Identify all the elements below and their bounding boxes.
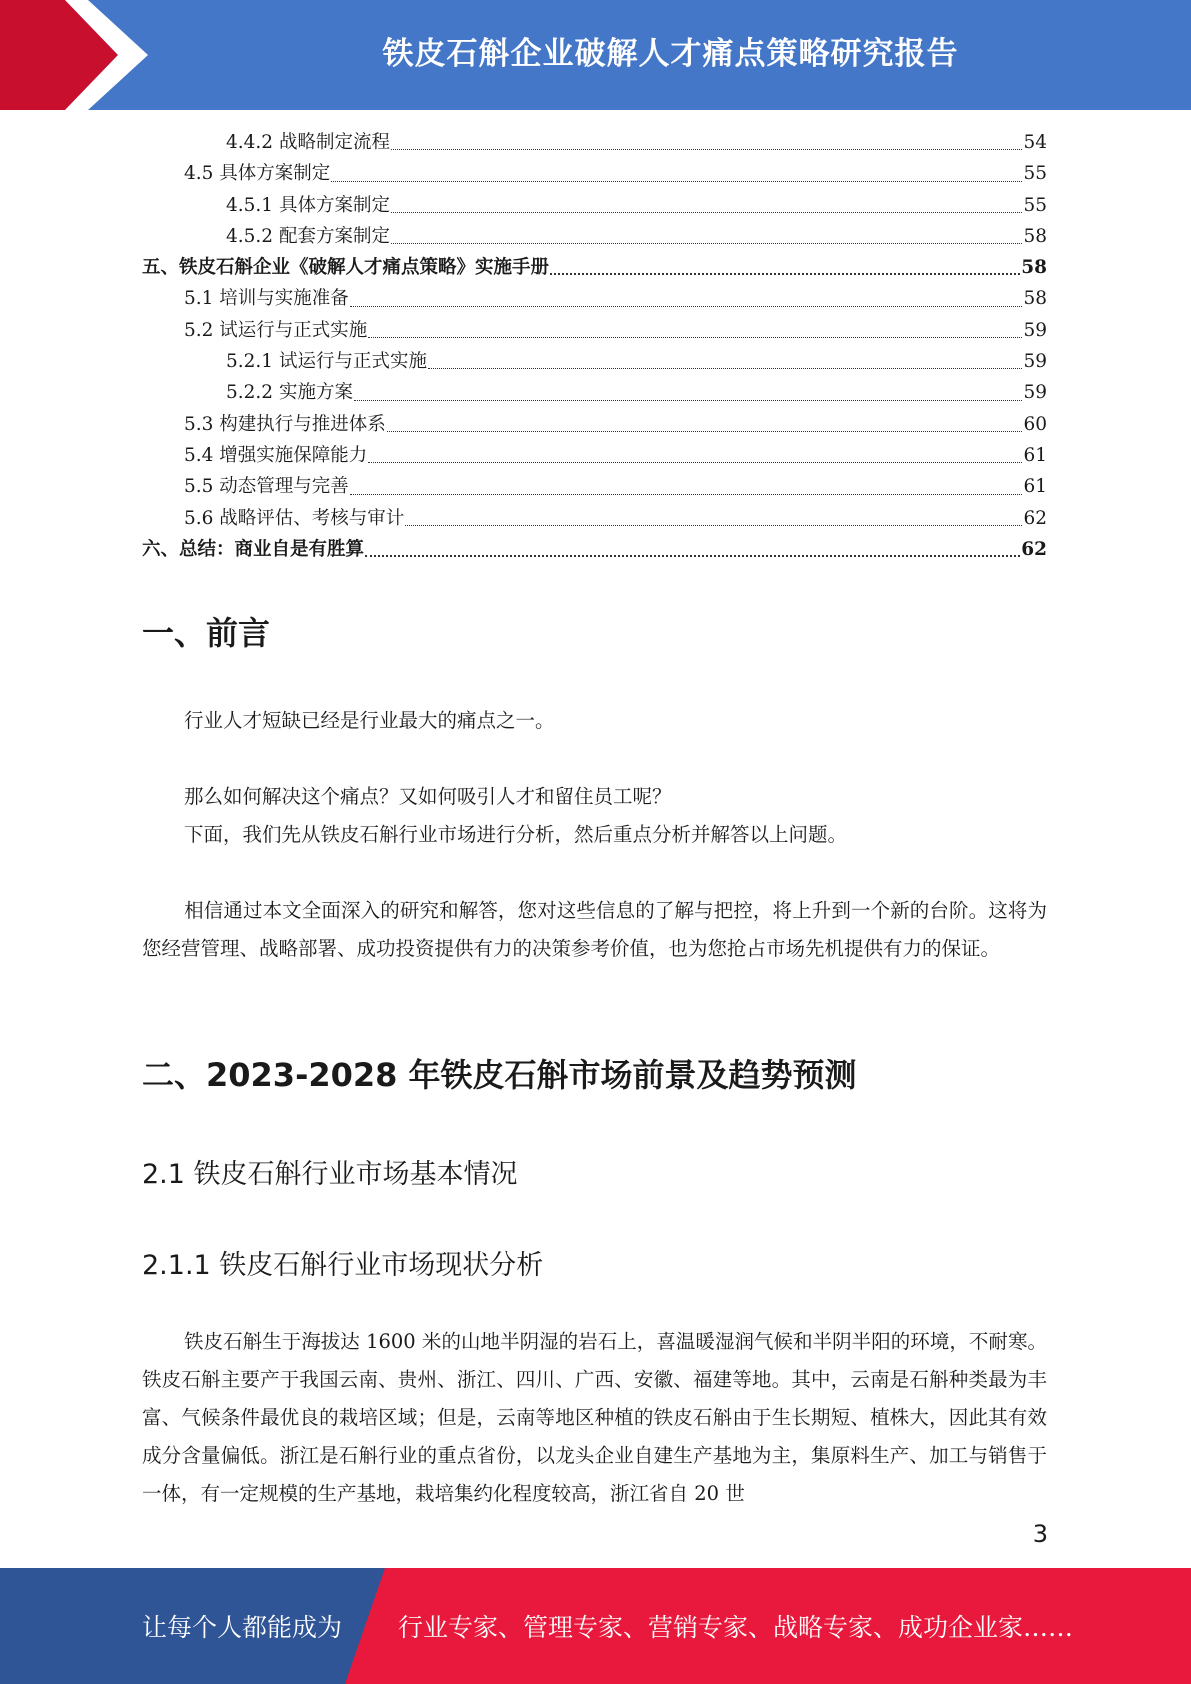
table-of-contents xyxy=(142,127,1047,565)
toc-entry[interactable] xyxy=(142,158,1047,189)
subsection-heading: 2.1.1 铁皮石斛行业市场现状分析 xyxy=(142,1250,544,1281)
toc-entry-page: 59 xyxy=(1023,319,1047,341)
toc-entry-label: 5.1 培训与实施准备 xyxy=(184,288,349,310)
toc-entry[interactable] xyxy=(142,190,1047,221)
toc-leader-dots xyxy=(350,306,1023,307)
paragraph: 行业人才短缺已经是行业最大的痛点之一。 xyxy=(184,709,555,732)
toc-entry-page: 62 xyxy=(1021,538,1047,560)
toc-leader-dots xyxy=(365,555,1020,557)
toc-leader-dots xyxy=(354,400,1023,401)
toc-entry-page: 61 xyxy=(1023,444,1047,466)
paragraph: 下面，我们先从铁皮石斛行业市场进行分析，然后重点分析并解答以上问题。 xyxy=(184,823,848,846)
toc-entry-label: 5.6 战略评估、考核与审计 xyxy=(184,507,405,529)
page-number: 3 xyxy=(1032,1520,1048,1548)
paragraph: 相信通过本文全面深入的研究和解答，您对这些信息的了解与把控，将上升到一个新的台阶。这将为您经营管理、战略部署、成功投资提供有力的决策参考价值，也为您抢占市场先机提供有力的保证。 xyxy=(142,899,1047,960)
toc-leader-dots xyxy=(391,149,1022,150)
toc-leader-dots xyxy=(391,212,1022,213)
toc-entry-label: 六、总结：商业自是有胜算 xyxy=(142,538,365,560)
toc-entry-page: 58 xyxy=(1021,257,1047,279)
section-heading-preface: 一、前言 xyxy=(142,614,271,652)
page-header xyxy=(0,0,1191,110)
toc-entry-label: 5.3 构建执行与推进体系 xyxy=(184,413,386,435)
toc-leader-dots xyxy=(387,431,1023,432)
toc-entry-page: 58 xyxy=(1023,288,1047,310)
toc-leader-dots xyxy=(428,368,1022,369)
toc-entry-label: 5.4 增强实施保障能力 xyxy=(184,444,368,466)
toc-entry-label: 4.5.2 配套方案制定 xyxy=(226,225,390,247)
toc-entry[interactable] xyxy=(142,283,1047,314)
toc-entry[interactable] xyxy=(142,503,1047,534)
toc-entry[interactable] xyxy=(142,252,1047,283)
toc-entry-label: 5.2 试运行与正式实施 xyxy=(184,319,368,341)
paragraph: 铁皮石斛生于海拔达 1600 米的山地半阴湿的岩石上，喜温暖湿润气候和半阴半阳的环境，不耐寒。铁皮石斛主要产于我国云南、贵州、浙江、四川、广西、安徽、福建等地。其中，云南是石斛种类最为丰富、气候条件最优良的栽培区域；但是，云南等地区种植的铁皮石斛由于生长期短、植株大，因此其有效成分含量偏低。浙江是石斛行业的重点省份，以龙头企业自建生产基地为主，集原料生产、加工与销售于一体，有一定规模的生产基地，栽培集约化程度较高，浙江省自 20 世 xyxy=(142,1330,1047,1505)
toc-entry-label: 5.2.2 实施方案 xyxy=(226,382,353,404)
subsection-heading: 2.1 铁皮石斛行业市场基本情况 xyxy=(142,1159,518,1190)
toc-entry[interactable] xyxy=(142,534,1047,565)
toc-entry[interactable] xyxy=(142,346,1047,377)
toc-leader-dots xyxy=(550,273,1020,275)
toc-entry-page: 55 xyxy=(1023,163,1047,185)
toc-leader-dots xyxy=(405,525,1022,526)
toc-leader-dots xyxy=(368,337,1022,338)
section-heading-market-forecast: 二、2023-2028 年铁皮石斛市场前景及趋势预测 xyxy=(142,1056,857,1094)
toc-entry-label: 5.2.1 试运行与正式实施 xyxy=(226,351,427,373)
toc-leader-dots xyxy=(350,494,1023,495)
toc-entry[interactable] xyxy=(142,315,1047,346)
toc-entry-label: 4.5 具体方案制定 xyxy=(184,163,331,185)
toc-entry-label: 五、铁皮石斛企业《破解人才痛点策略》实施手册 xyxy=(142,257,550,279)
page-footer xyxy=(0,1568,1191,1684)
toc-entry-page: 62 xyxy=(1023,507,1047,529)
toc-entry[interactable] xyxy=(142,221,1047,252)
report-title: 铁皮石斛企业破解人才痛点策略研究报告 xyxy=(382,35,959,72)
toc-entry[interactable] xyxy=(142,440,1047,471)
toc-entry-label: 5.5 动态管理与完善 xyxy=(184,476,349,498)
toc-entry-page: 55 xyxy=(1023,194,1047,216)
toc-entry-label: 4.5.1 具体方案制定 xyxy=(226,194,390,216)
toc-entry[interactable] xyxy=(142,377,1047,408)
toc-leader-dots xyxy=(368,462,1022,463)
toc-entry-page: 60 xyxy=(1023,413,1047,435)
red-chevron-decoration xyxy=(0,0,160,110)
toc-entry[interactable] xyxy=(142,127,1047,158)
toc-leader-dots xyxy=(391,243,1022,244)
footer-slogan-left: 让每个人都能成为 xyxy=(142,1613,343,1642)
toc-entry-page: 61 xyxy=(1023,476,1047,498)
footer-slogan-right: 行业专家、管理专家、营销专家、战略专家、成功企业家…… xyxy=(398,1613,1074,1642)
toc-entry[interactable] xyxy=(142,409,1047,440)
toc-entry[interactable] xyxy=(142,471,1047,502)
toc-entry-page: 58 xyxy=(1023,225,1047,247)
toc-leader-dots xyxy=(331,181,1022,182)
paragraph: 那么如何解决这个痛点？又如何吸引人才和留住员工呢？ xyxy=(184,785,672,808)
toc-entry-page: 54 xyxy=(1023,132,1047,153)
toc-entry-page: 59 xyxy=(1023,351,1047,373)
toc-entry-page: 59 xyxy=(1023,382,1047,404)
toc-entry-label: 4.4.2 战略制定流程 xyxy=(226,132,390,153)
